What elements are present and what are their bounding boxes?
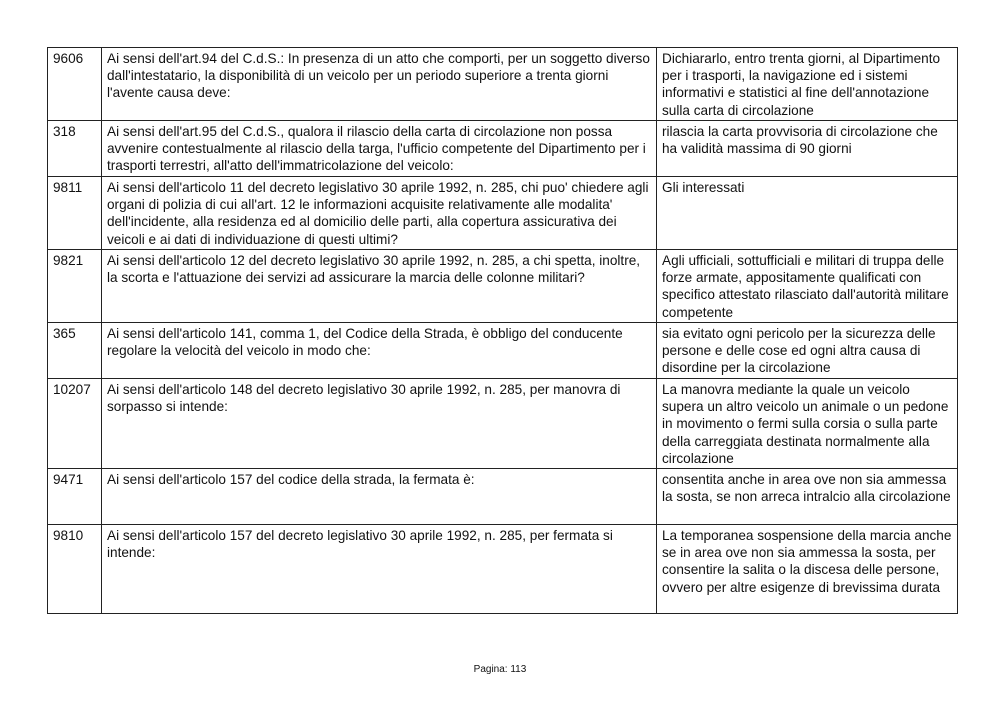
table-row bbox=[48, 250, 958, 323]
question-table bbox=[47, 47, 958, 614]
table-row bbox=[48, 323, 958, 379]
answer-text: Gli interessati bbox=[657, 177, 958, 250]
answer-text: Agli ufficiali, sottufficiali e militari di truppa delle forze armate, appositamente qualificati con specifico attestato rilasciato dall'autorità militare competente bbox=[657, 250, 958, 323]
answer-text: consentita anche in area ove non sia ammessa la sosta, se non arreca intralcio alla circolazione bbox=[657, 469, 958, 525]
question-id: 9471 bbox=[48, 469, 102, 525]
table-row bbox=[48, 177, 958, 250]
question-id: 10207 bbox=[48, 379, 102, 469]
question-text: Ai sensi dell'articolo 157 del decreto legislativo 30 aprile 1992, n. 285, per fermata si intende: bbox=[102, 525, 657, 614]
answer-text: sia evitato ogni pericolo per la sicurezza delle persone e delle cose ed ogni altra causa di disordine per la circolazione bbox=[657, 323, 958, 379]
question-id: 318 bbox=[48, 121, 102, 177]
answer-text: rilascia la carta provvisoria di circolazione che ha validità massima di 90 giorni bbox=[657, 121, 958, 177]
question-text: Ai sensi dell'articolo 11 del decreto legislativo 30 aprile 1992, n. 285, chi puo' chiedere agli organi di polizia di cui all'art. 12 le informazioni acquisite relativamente alle modalita' dell'incidente, alla residenza ed al domicilio delle parti, alla copertura assicurativa dei veicoli e ai dati di individuazione di questi ultimi? bbox=[102, 177, 657, 250]
table-row bbox=[48, 469, 958, 525]
answer-text: Dichiararlo, entro trenta giorni, al Dipartimento per i trasporti, la navigazione ed i sistemi informativi e statistici al fine dell'annotazione sulla carta di circolazione bbox=[657, 48, 958, 121]
page-number: Pagina: 113 bbox=[473, 664, 527, 675]
question-text: Ai sensi dell'articolo 157 del codice della strada, la fermata è: bbox=[102, 469, 657, 525]
answer-text: La temporanea sospensione della marcia anche se in area ove non sia ammessa la sosta, per consentire la salita o la discesa delle persone, ovvero per altre esigenze di brevissima durata bbox=[657, 525, 958, 614]
question-text: Ai sensi dell'articolo 148 del decreto legislativo 30 aprile 1992, n. 285, per manovra di sorpasso si intende: bbox=[102, 379, 657, 469]
question-id: 9606 bbox=[48, 48, 102, 121]
question-text: Ai sensi dell'art.95 del C.d.S., qualora il rilascio della carta di circolazione non possa avvenire contestualmente al rilascio della targa, l'ufficio competente del Dipartimento per i trasporti terrestri, all'atto dell'immatricolazione del veicolo: bbox=[102, 121, 657, 177]
question-text: Ai sensi dell'articolo 12 del decreto legislativo 30 aprile 1992, n. 285, a chi spetta, inoltre, la scorta e l'attuazione dei servizi ad assicurare la marcia delle colonne militari? bbox=[102, 250, 657, 323]
table-row bbox=[48, 48, 958, 121]
answer-text: La manovra mediante la quale un veicolo supera un altro veicolo un animale o un pedone in movimento o fermi sulla corsia o sulla parte della carreggiata destinata normalmente alla circolazione bbox=[657, 379, 958, 469]
table-row bbox=[48, 525, 958, 614]
table-row bbox=[48, 121, 958, 177]
question-id: 9821 bbox=[48, 250, 102, 323]
question-id: 9811 bbox=[48, 177, 102, 250]
question-text: Ai sensi dell'art.94 del C.d.S.: In presenza di un atto che comporti, per un soggetto diverso dall'intestatario, la disponibilità di un veicolo per un periodo superiore a trenta giorni l'avente causa deve: bbox=[102, 48, 657, 121]
question-id: 9810 bbox=[48, 525, 102, 614]
question-id: 365 bbox=[48, 323, 102, 379]
table-row bbox=[48, 379, 958, 469]
question-text: Ai sensi dell'articolo 141, comma 1, del Codice della Strada, è obbligo del conducente regolare la velocità del veicolo in modo che: bbox=[102, 323, 657, 379]
